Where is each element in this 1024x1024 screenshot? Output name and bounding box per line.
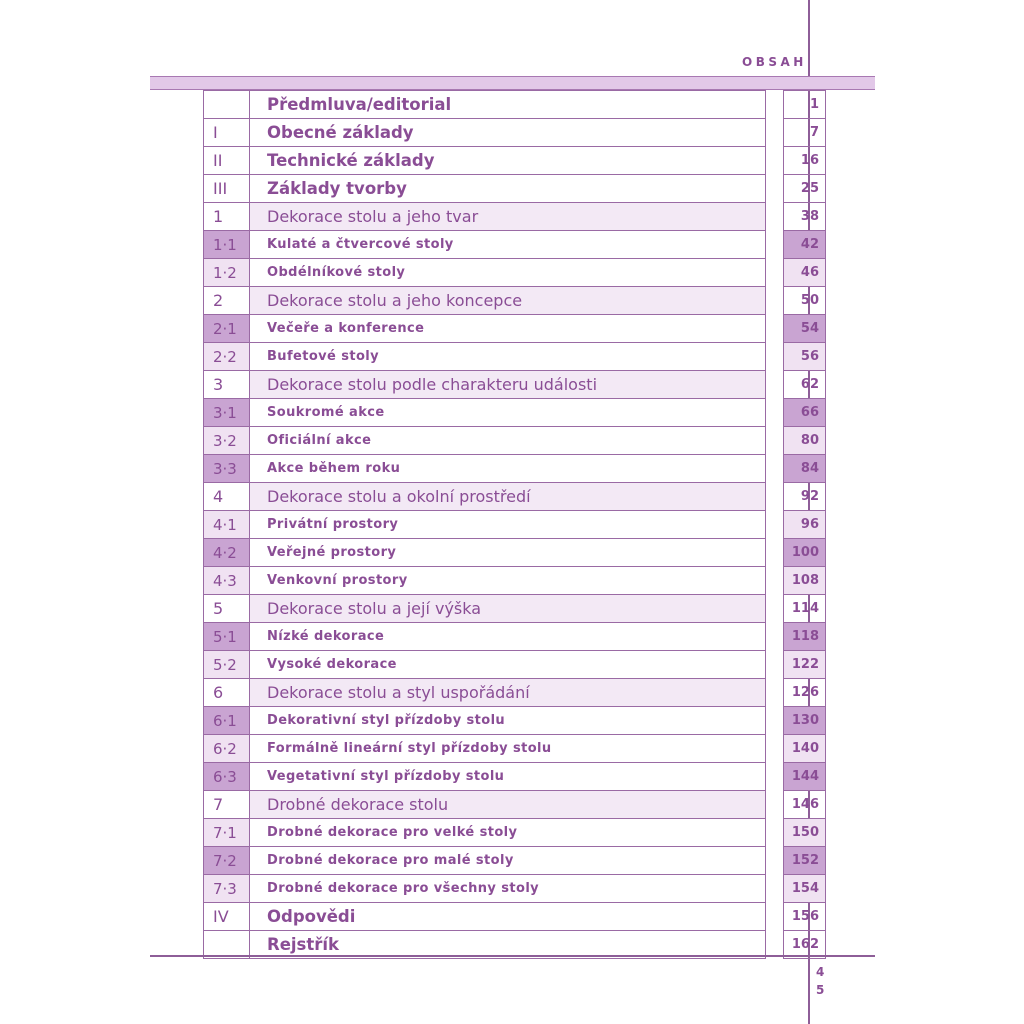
- toc-row[interactable]: [204, 315, 826, 343]
- toc-entry-number: 3·3: [204, 455, 250, 483]
- toc-entry-number: 4: [204, 483, 250, 511]
- toc-column-gap: [766, 203, 784, 231]
- toc-entry-page: 144: [784, 763, 826, 791]
- toc-entry-title[interactable]: Kulaté a čtvercové stoly: [250, 231, 766, 259]
- toc-column-gap: [766, 175, 784, 203]
- toc-entry-number: 7: [204, 791, 250, 819]
- toc-column-gap: [766, 791, 784, 819]
- toc-entry-number: 4·2: [204, 539, 250, 567]
- toc-row[interactable]: [204, 259, 826, 287]
- toc-entry-page: 66: [784, 399, 826, 427]
- toc-row[interactable]: [204, 595, 826, 623]
- toc-entry-page: 25: [784, 175, 826, 203]
- toc-entry-page: 84: [784, 455, 826, 483]
- toc-entry-number: 7·2: [204, 847, 250, 875]
- toc-column-gap: [766, 903, 784, 931]
- toc-row[interactable]: [204, 287, 826, 315]
- toc-entry-number: 1·1: [204, 231, 250, 259]
- toc-row[interactable]: [204, 231, 826, 259]
- toc-entry-page: 152: [784, 847, 826, 875]
- toc-row[interactable]: [204, 147, 826, 175]
- toc-entry-number: II: [204, 147, 250, 175]
- bottom-rule: [150, 955, 875, 957]
- toc-entry-page: 146: [784, 791, 826, 819]
- toc-entry-page: 162: [784, 931, 826, 959]
- toc-entry-page: 150: [784, 819, 826, 847]
- toc-entry-number: 6·2: [204, 735, 250, 763]
- toc-entry-page: 130: [784, 707, 826, 735]
- toc-entry-number: 4·3: [204, 567, 250, 595]
- toc-row[interactable]: [204, 399, 826, 427]
- toc-entry-title[interactable]: Drobné dekorace stolu: [250, 791, 766, 819]
- toc-entry-title[interactable]: Soukromé akce: [250, 399, 766, 427]
- toc-column-gap: [766, 651, 784, 679]
- toc-row[interactable]: [204, 707, 826, 735]
- toc-row[interactable]: [204, 679, 826, 707]
- toc-entry-page: 80: [784, 427, 826, 455]
- toc-row[interactable]: [204, 427, 826, 455]
- toc-entry-title[interactable]: Dekorace stolu a styl uspořádání: [250, 679, 766, 707]
- toc-entry-page: 154: [784, 875, 826, 903]
- toc-entry-number: 3·1: [204, 399, 250, 427]
- toc-row[interactable]: [204, 511, 826, 539]
- toc-entry-page: 156: [784, 903, 826, 931]
- toc-entry-page: 118: [784, 623, 826, 651]
- toc-column-gap: [766, 399, 784, 427]
- toc-entry-page: 54: [784, 315, 826, 343]
- toc-entry-title[interactable]: Obdélníkové stoly: [250, 259, 766, 287]
- toc-row[interactable]: [204, 847, 826, 875]
- toc-entry-number: 3·2: [204, 427, 250, 455]
- toc-column-gap: [766, 119, 784, 147]
- toc-entry-number: 2·2: [204, 343, 250, 371]
- toc-column-gap: [766, 539, 784, 567]
- toc-column-gap: [766, 455, 784, 483]
- toc-column-gap: [766, 679, 784, 707]
- toc-column-gap: [766, 735, 784, 763]
- toc-entry-number: 1: [204, 203, 250, 231]
- toc-entry-title[interactable]: Bufetové stoly: [250, 343, 766, 371]
- toc-entry-page: 122: [784, 651, 826, 679]
- toc-entry-number: 2·1: [204, 315, 250, 343]
- toc-entry-page: 114: [784, 595, 826, 623]
- toc-entry-title[interactable]: Venkovní prostory: [250, 567, 766, 595]
- top-decorative-band: [150, 76, 875, 90]
- toc-entry-page: 1: [784, 91, 826, 119]
- toc-row[interactable]: [204, 791, 826, 819]
- toc-column-gap: [766, 343, 784, 371]
- toc-entry-title[interactable]: Základy tvorby: [250, 175, 766, 203]
- toc-entry-page: 7: [784, 119, 826, 147]
- toc-column-gap: [766, 147, 784, 175]
- toc-row[interactable]: [204, 371, 826, 399]
- toc-column-gap: [766, 315, 784, 343]
- toc-entry-title[interactable]: Dekorace stolu podle charakteru události: [250, 371, 766, 399]
- toc-row[interactable]: [204, 539, 826, 567]
- toc-column-gap: [766, 819, 784, 847]
- toc-entry-page: 62: [784, 371, 826, 399]
- toc-entry-page: 126: [784, 679, 826, 707]
- toc-entry-title[interactable]: Dekorace stolu a okolní prostředí: [250, 483, 766, 511]
- toc-row[interactable]: [204, 875, 826, 903]
- toc-entry-page: 92: [784, 483, 826, 511]
- toc-entry-page: 56: [784, 343, 826, 371]
- toc-row[interactable]: [204, 483, 826, 511]
- toc-entry-number: 1·2: [204, 259, 250, 287]
- toc-column-gap: [766, 595, 784, 623]
- toc-row[interactable]: [204, 623, 826, 651]
- toc-entry-number: 6·3: [204, 763, 250, 791]
- toc-column-gap: [766, 427, 784, 455]
- toc-column-gap: [766, 511, 784, 539]
- toc-column-gap: [766, 259, 784, 287]
- toc-entry-number: 5·1: [204, 623, 250, 651]
- toc-row[interactable]: [204, 763, 826, 791]
- toc-entry-title[interactable]: Vysoké dekorace: [250, 651, 766, 679]
- toc-entry-number: 5·2: [204, 651, 250, 679]
- toc-entry-title[interactable]: Předmluva/editorial: [250, 91, 766, 119]
- toc-column-gap: [766, 763, 784, 791]
- toc-entry-title[interactable]: Nízké dekorace: [250, 623, 766, 651]
- toc-body: [204, 91, 826, 959]
- toc-entry-number: 5: [204, 595, 250, 623]
- toc-column-gap: [766, 371, 784, 399]
- toc-entry-title[interactable]: Večeře a konference: [250, 315, 766, 343]
- toc-row[interactable]: [204, 343, 826, 371]
- toc-entry-number: 7·3: [204, 875, 250, 903]
- toc-entry-number: 6·1: [204, 707, 250, 735]
- toc-entry-title[interactable]: Dekorace stolu a jeho tvar: [250, 203, 766, 231]
- toc-column-gap: [766, 875, 784, 903]
- toc-entry-title[interactable]: Drobné dekorace pro velké stoly: [250, 819, 766, 847]
- toc-entry-title[interactable]: Technické základy: [250, 147, 766, 175]
- toc-row[interactable]: [204, 91, 826, 119]
- toc-row[interactable]: [204, 455, 826, 483]
- toc-entry-number: IV: [204, 903, 250, 931]
- toc-entry-page: 50: [784, 287, 826, 315]
- toc-row[interactable]: [204, 203, 826, 231]
- toc-entry-title[interactable]: Formálně lineární styl přízdoby stolu: [250, 735, 766, 763]
- toc-entry-page: 108: [784, 567, 826, 595]
- toc-entry-number: 7·1: [204, 819, 250, 847]
- table-of-contents: [203, 90, 826, 959]
- toc-column-gap: [766, 623, 784, 651]
- toc-entry-title[interactable]: Obecné základy: [250, 119, 766, 147]
- toc-column-gap: [766, 707, 784, 735]
- toc-entry-title[interactable]: Akce během roku: [250, 455, 766, 483]
- toc-entry-title[interactable]: Rejstřík: [250, 931, 766, 959]
- toc-row[interactable]: [204, 735, 826, 763]
- toc-entry-page: 100: [784, 539, 826, 567]
- page-numbers: [816, 963, 824, 999]
- toc-column-gap: [766, 287, 784, 315]
- toc-row[interactable]: [204, 567, 826, 595]
- toc-entry-title[interactable]: Dekorativní styl přízdoby stolu: [250, 707, 766, 735]
- toc-entry-number: [204, 91, 250, 119]
- toc-entry-title[interactable]: Privátní prostory: [250, 511, 766, 539]
- section-header-label: OBSAH: [742, 55, 807, 69]
- page-number-right: 5: [816, 983, 825, 997]
- toc-column-gap: [766, 91, 784, 119]
- toc-entry-title[interactable]: Odpovědi: [250, 903, 766, 931]
- toc-entry-number: 3: [204, 371, 250, 399]
- toc-entry-page: 96: [784, 511, 826, 539]
- toc-column-gap: [766, 567, 784, 595]
- toc-entry-title[interactable]: Dekorace stolu a její výška: [250, 595, 766, 623]
- toc-entry-number: III: [204, 175, 250, 203]
- toc-row[interactable]: [204, 651, 826, 679]
- toc-entry-number: 4·1: [204, 511, 250, 539]
- page-number-left: 4: [816, 965, 825, 979]
- toc-column-gap: [766, 847, 784, 875]
- toc-entry-title[interactable]: Drobné dekorace pro všechny stoly: [250, 875, 766, 903]
- toc-entry-title[interactable]: Drobné dekorace pro malé stoly: [250, 847, 766, 875]
- toc-entry-number: 6: [204, 679, 250, 707]
- toc-entry-page: 140: [784, 735, 826, 763]
- toc-entry-page: 38: [784, 203, 826, 231]
- toc-row[interactable]: [204, 119, 826, 147]
- toc-entry-page: 42: [784, 231, 826, 259]
- toc-entry-title[interactable]: Veřejné prostory: [250, 539, 766, 567]
- toc-column-gap: [766, 231, 784, 259]
- toc-entry-page: 46: [784, 259, 826, 287]
- toc-entry-title[interactable]: Vegetativní styl přízdoby stolu: [250, 763, 766, 791]
- toc-row[interactable]: [204, 175, 826, 203]
- toc-row[interactable]: [204, 903, 826, 931]
- toc-entry-title[interactable]: Oficiální akce: [250, 427, 766, 455]
- toc-entry-page: 16: [784, 147, 826, 175]
- toc-entry-number: I: [204, 119, 250, 147]
- toc-row[interactable]: [204, 819, 826, 847]
- toc-column-gap: [766, 483, 784, 511]
- toc-entry-title[interactable]: Dekorace stolu a jeho koncepce: [250, 287, 766, 315]
- toc-entry-number: 2: [204, 287, 250, 315]
